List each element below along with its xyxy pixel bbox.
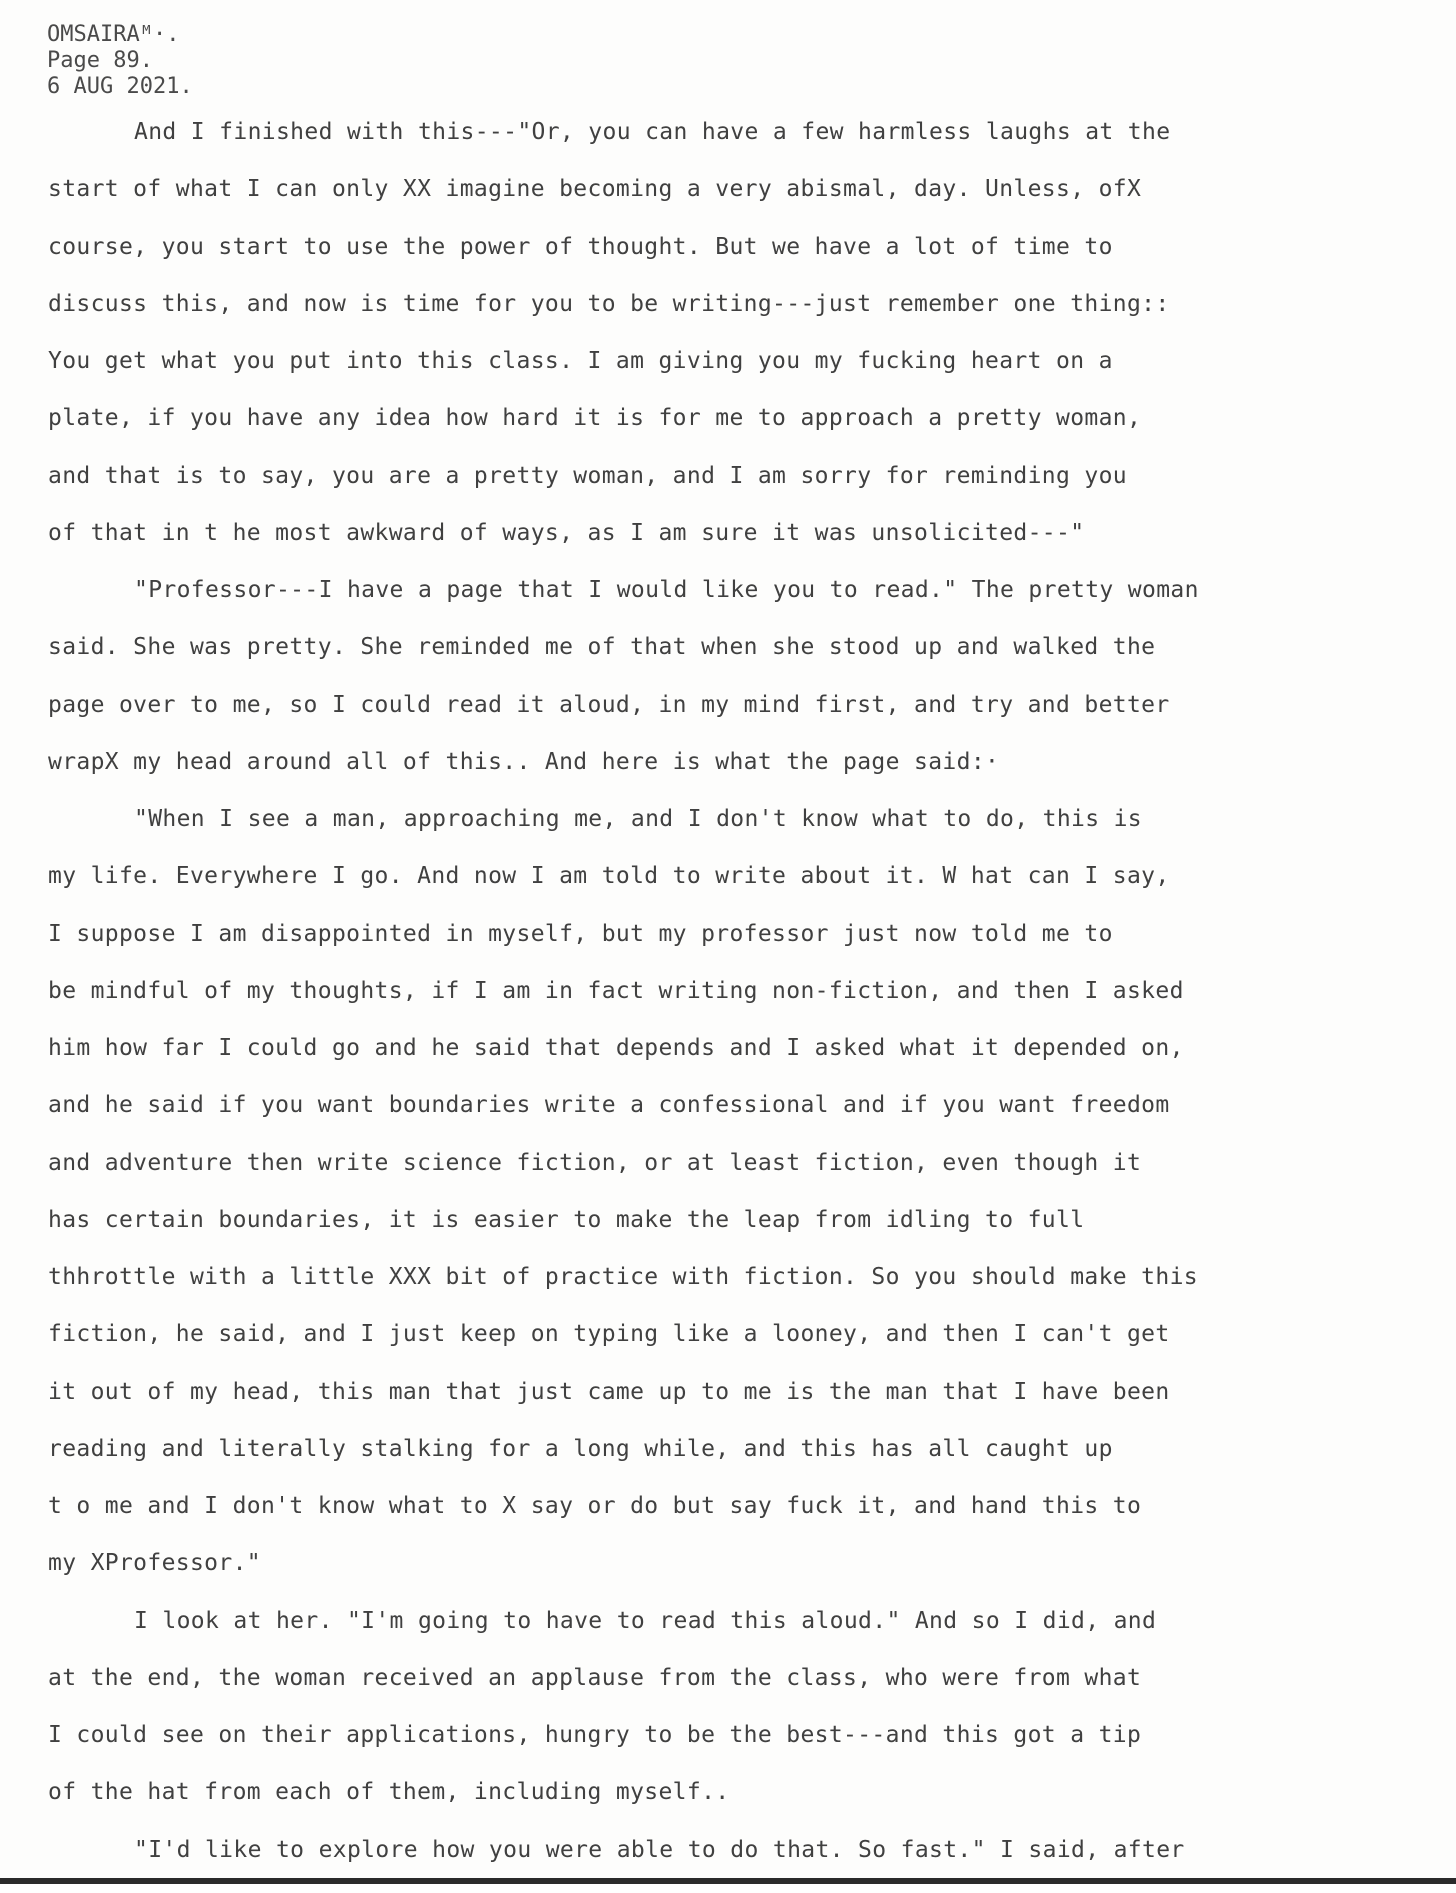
text-line: I suppose I am disappointed in myself, but my professor just now told me to xyxy=(48,920,1113,947)
text-line: plate, if you have any idea how hard it is for me to approach a pretty woman, xyxy=(48,405,1142,432)
text-line: You get what you put into this class. I am giving you my fucking heart on a xyxy=(48,348,1113,374)
text-line: and he said if you want boundaries write a confessional and if you want freedom xyxy=(48,1092,1170,1119)
text-line: my life. Everywhere I go. And now I am told to write about it. W hat can I say, xyxy=(48,863,1170,890)
text-line: t o me and I don't know what to X say or do but say fuck it, and hand this to xyxy=(48,1493,1142,1519)
text-line: at the end, the woman received an applause from the class, who were from what xyxy=(48,1664,1142,1691)
text-line: "Professor---I have a page that I would like you to read." The pretty woman xyxy=(134,577,1199,603)
page-number: Page 89. xyxy=(47,48,153,73)
text-line: be mindful of my thoughts, if I am in fact writing non-fiction, and then I asked xyxy=(48,977,1184,1004)
text-line: and adventure then write science fiction, or at least fiction, even though it xyxy=(48,1149,1142,1176)
text-line: I look at her. "I'm going to have to read this aloud." And so I did, and xyxy=(134,1607,1157,1634)
text-line: him how far I could go and he said that depends and I asked what it depended on, xyxy=(48,1035,1184,1061)
manuscript-body xyxy=(48,118,1433,1893)
text-line: reading and literally stalking for a long while, and this has all caught up xyxy=(48,1435,1113,1462)
text-line: it out of my head, this man that just came up to me is the man that I have been xyxy=(48,1378,1170,1405)
text-line: and that is to say, you are a pretty woman, and I am sorry for reminding you xyxy=(48,462,1127,489)
page-bottom-edge xyxy=(0,1878,1456,1884)
text-line: course, you start to use the power of thought. But we have a lot of time to xyxy=(48,233,1113,260)
text-line: And I finished with this---"Or, you can have a few harmless laughs at the xyxy=(134,119,1171,145)
text-line: fiction, he said, and I just keep on typing like a looney, and then I can't get xyxy=(48,1321,1170,1348)
text-line: of that in t he most awkward of ways, as I am sure it was unsolicited---" xyxy=(48,519,1085,546)
text-line: said. She was pretty. She reminded me of that when she stood up and walked the xyxy=(48,634,1156,661)
author-line: OMSAIRAᴹ·. xyxy=(47,22,180,47)
text-line: wrapX my head around all of this.. And here is what the page said:· xyxy=(48,748,1000,775)
text-line: "When I see a man, approaching me, and I don't know what to do, this is xyxy=(134,806,1142,832)
text-line: my XProfessor." xyxy=(48,1550,261,1577)
text-line: discuss this, and now is time for you to be writing---just remember one thing:: xyxy=(48,290,1170,317)
text-line: has certain boundaries, it is easier to make the leap from idling to full xyxy=(48,1206,1085,1233)
text-line: I could see on their applications, hungry to be the best---and this got a tip xyxy=(48,1722,1142,1748)
text-line: start of what I can only XX imagine becoming a very abismal, day. Unless, ofX xyxy=(48,176,1142,203)
text-line: of the hat from each of them, including myself.. xyxy=(48,1779,730,1806)
date-line: 6 AUG 2021. xyxy=(47,74,193,99)
text-line: page over to me, so I could read it aloud, in my mind first, and try and better xyxy=(48,691,1170,718)
text-line: "I'd like to explore how you were able to do that. So fast." I said, after xyxy=(134,1836,1185,1863)
text-line: thhrottle with a little XXX bit of practice with fiction. So you should make this xyxy=(48,1264,1198,1290)
page-header xyxy=(47,22,193,100)
